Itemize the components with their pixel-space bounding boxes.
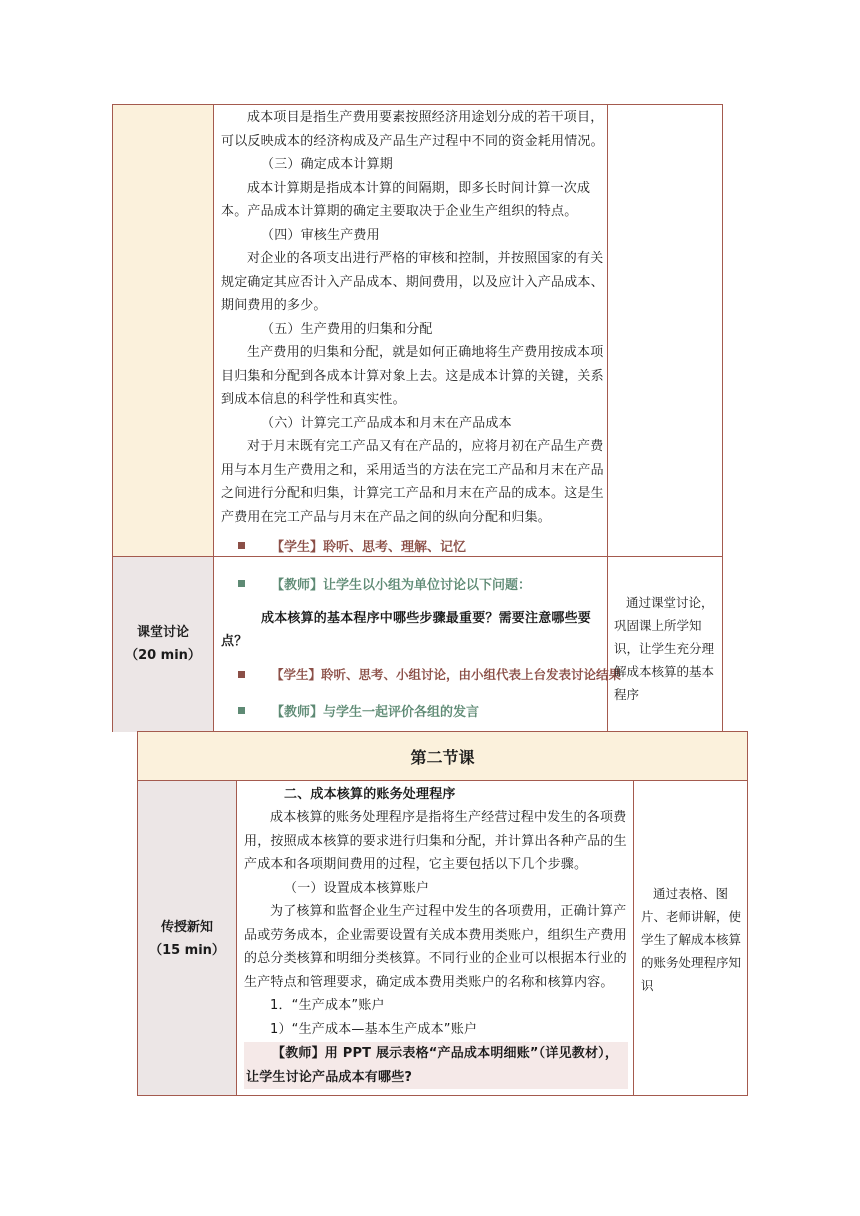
teacher-box (244, 1042, 628, 1089)
section-header-text: 第二节课 (410, 747, 475, 767)
student-note-2-text: 【学生】聆听、思考、小组讨论，由小组代表上台发表讨论结果 (271, 667, 622, 682)
student-note-1 (221, 536, 605, 555)
teacher-note-1-text: 【教师】让学生以小组为单位讨论以下问题： (271, 577, 532, 593)
new-knowledge-content (244, 784, 628, 1089)
paragraph: 为了核算和监督企业生产过程中发生的各项费用，正确计算产品或劳务成本，企业需要设置有关成本费用类账户，组织生产费用的总分类核算和明细分类核算。不同行业的企业可以根据本行业的生产特点和管理要求，确定成本费用类账户的名称和核算内容。 (244, 904, 627, 990)
content-cell-top (221, 105, 605, 555)
new-knowledge-label-cell (138, 916, 236, 962)
teacher-note-2 (221, 701, 605, 720)
paragraph: （三）确定成本计算期 (261, 157, 394, 172)
paragraph: 1）“生产成本—基本生产成本”账户 (270, 1021, 478, 1037)
student-note-1-text: 【学生】聆听、思考、理解、记忆 (271, 540, 467, 555)
left-column-top (113, 105, 213, 557)
new-knowledge-time: （15 min） (149, 943, 225, 958)
subheading: 二、成本核算的账务处理程序 (284, 787, 456, 802)
discussion-content (221, 573, 622, 720)
paragraph: 成本核算的账务处理程序是指将生产经营过程中发生的各项费用，按照成本核算的要求进行归集和分配，并计算出各种产品的生产成本和各项期间费用的过程，它主要包括以下几个步骤。 (244, 810, 627, 872)
paragraph: （五）生产费用的归集和分配 (261, 321, 433, 337)
teacher-box-text: 【教师】用 PPT 展示表格“产品成本明细账”（详见教材），让学生讨论产品成本有哪些? (246, 1046, 619, 1085)
section-header (138, 732, 747, 780)
lesson-table-2 (137, 731, 748, 1096)
square-bullet-icon (238, 671, 245, 678)
discussion-time: （20 min） (125, 648, 201, 663)
square-bullet-icon (238, 707, 245, 714)
paragraph: 1．“生产成本”账户 (270, 998, 385, 1013)
paragraph: （六）计算完工产品成本和月末在产品成本 (261, 415, 512, 431)
new-knowledge-side-note: 通过表格、图片、老师讲解，使学生了解成本核算的账务处理程序知识 (641, 886, 742, 993)
teacher-note-2-text: 【教师】与学生一起评价各组的发言 (271, 705, 480, 720)
student-note-2 (221, 665, 622, 683)
discussion-side-note: 通过课堂讨论，巩固课上所学知识，让学生充分理解成本核算的基本程序 (614, 595, 715, 702)
content-paragraphs (221, 106, 605, 529)
paragraph: 对企业的各项支出进行严格的审核和控制，并按照国家的有关规定确定其应否计入产品成本、期间费用，以及应计入产品成本、期间费用的多少。 (221, 251, 604, 313)
paragraph: （四）审核生产费用 (261, 227, 380, 243)
square-bullet-icon (238, 580, 245, 587)
lesson-table-1 (112, 104, 723, 732)
paragraph: （一）设置成本核算账户 (284, 880, 430, 896)
teacher-note-1 (221, 573, 605, 593)
new-knowledge-label: 传授新知 (160, 920, 213, 935)
square-bullet-icon (238, 542, 245, 549)
discussion-question: 成本核算的基本程序中哪些步骤最重要？需要注意哪些要点？ (221, 611, 592, 649)
paragraph: 成本计算期是指成本计算的间隔期，即多长时间计算一次成本。产品成本计算期的确定主要取决于企业生产组织的特点。 (221, 180, 591, 219)
content-paragraphs (244, 806, 628, 1041)
discussion-label-cell (113, 621, 213, 667)
paragraph: 对于月末既有完工产品又有在产品的，应将月初在产品生产费用与本月生产费用之和，采用适当的方法在完工产品和月末在产品之间进行分配和归集，计算完工产品和月末在产品的成本。这是生产费用在完工产品与月末在产品之间的纵向分配和归集。 (221, 439, 604, 525)
paragraph: 生产费用的归集和分配，就是如何正确地将生产费用按成本项目归集和分配到各成本计算对象上去。这是成本计算的关键，关系到成本信息的科学性和真实性。 (221, 345, 604, 407)
discussion-label: 课堂讨论 (136, 625, 189, 640)
paragraph: 成本项目是指生产费用要素按照经济用途划分成的若干项目，可以反映成本的经济构成及产品生产过程中不同的资金耗用情况。 (221, 110, 604, 149)
